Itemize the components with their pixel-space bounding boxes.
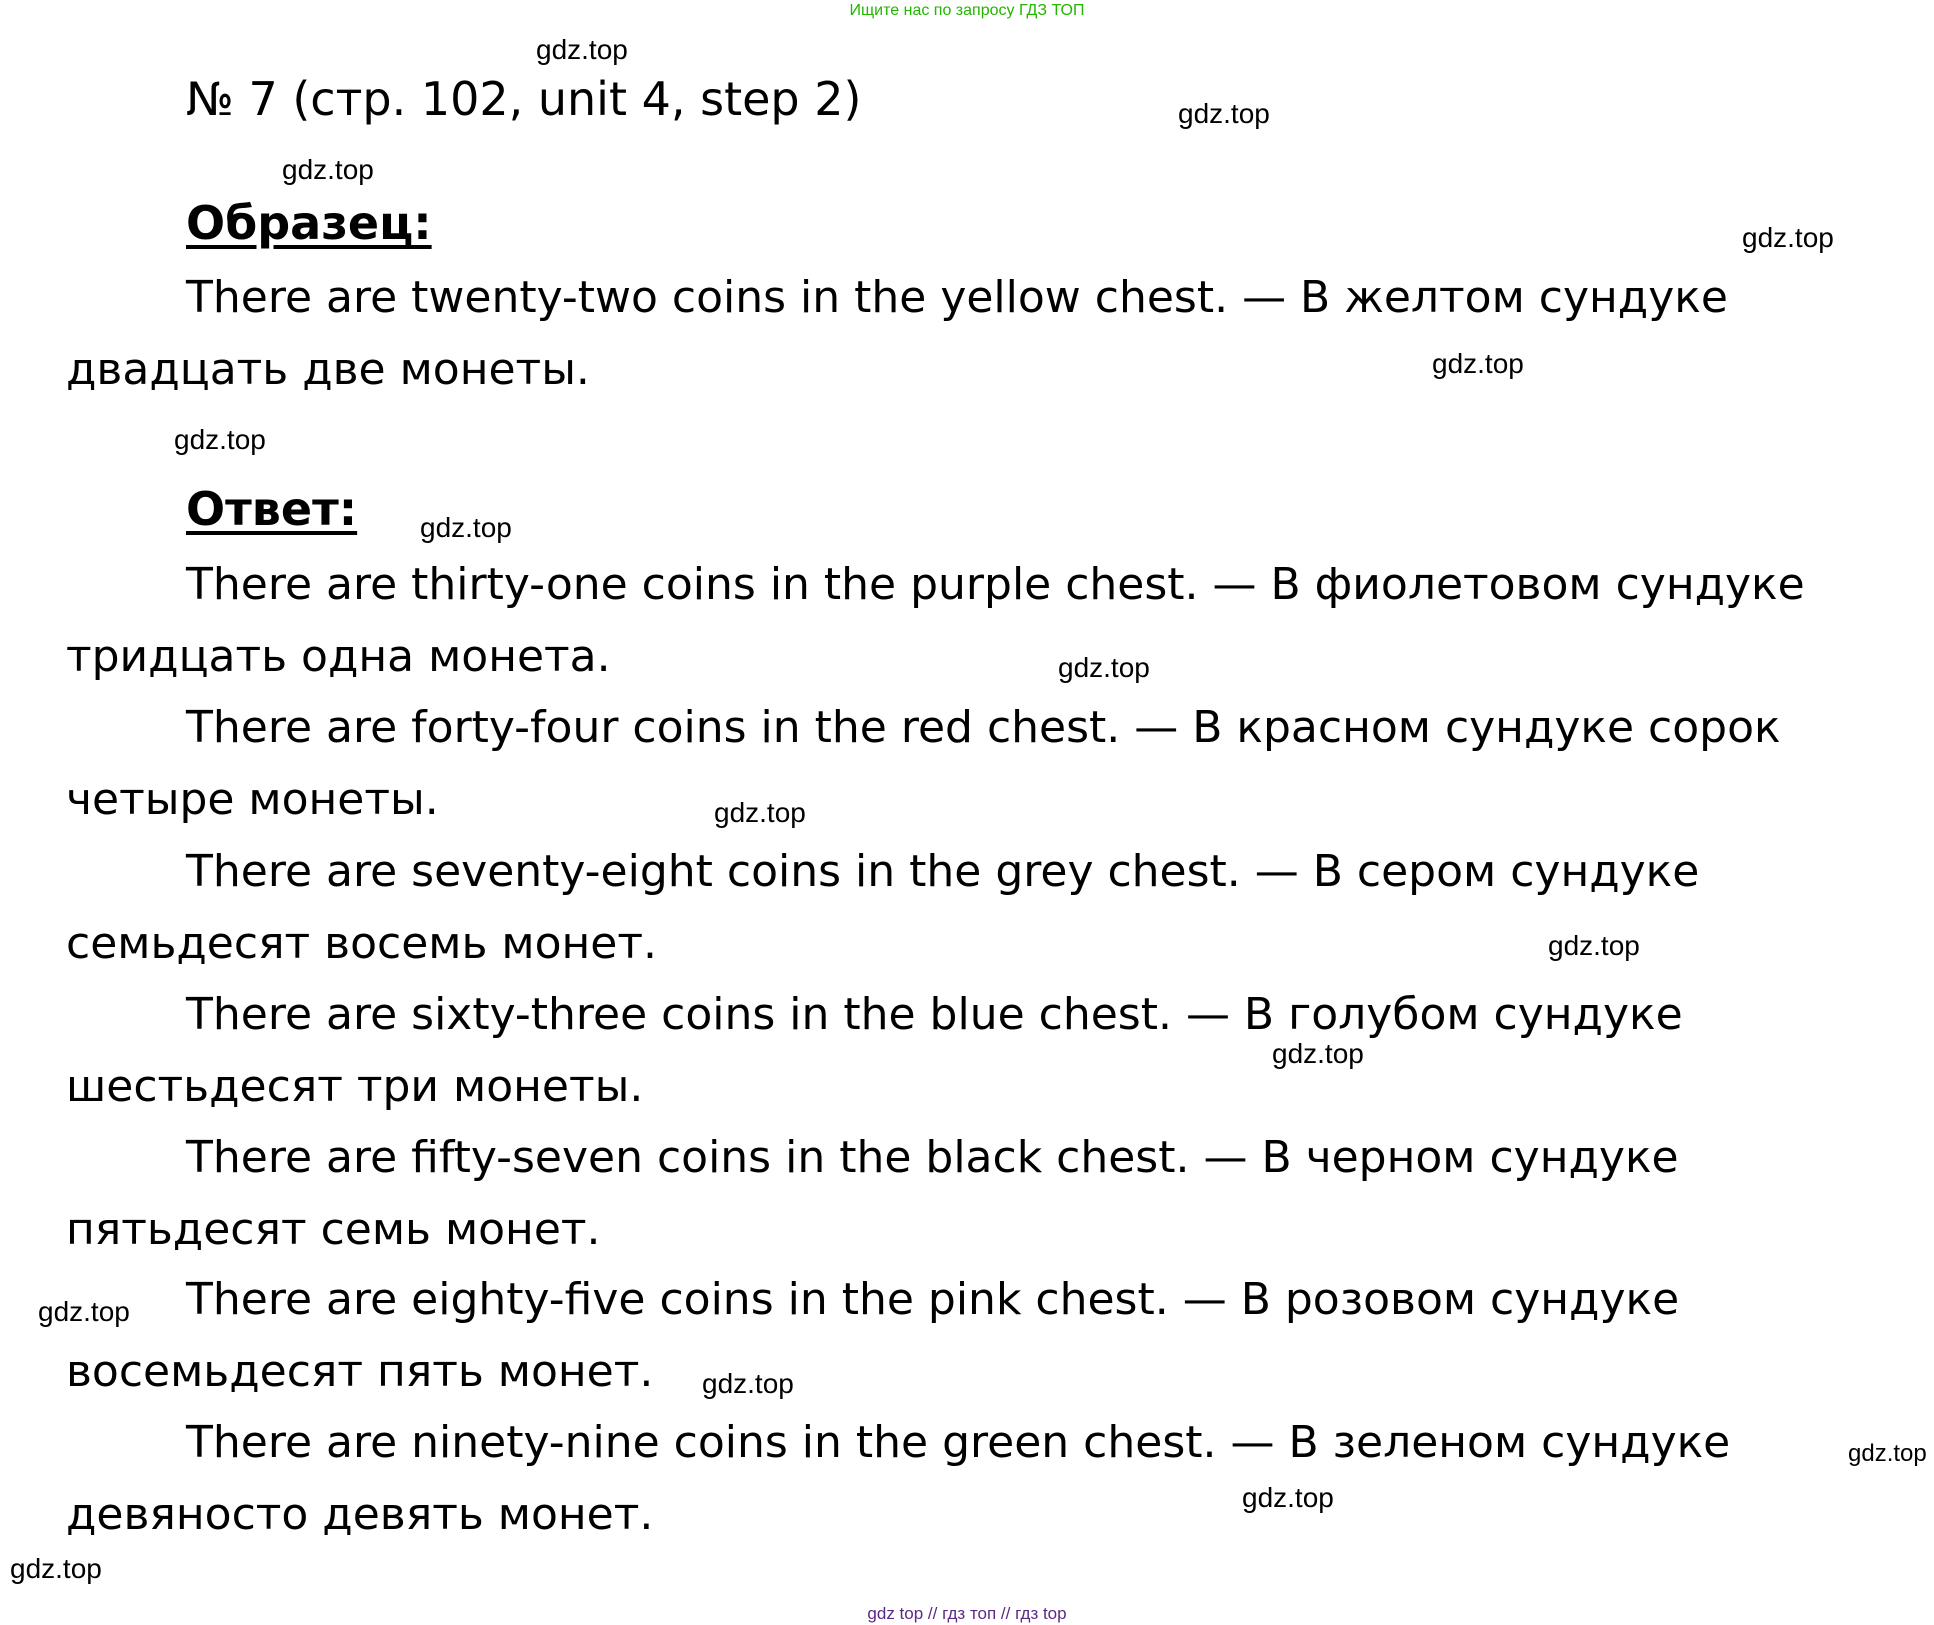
answer-label: Ответ: <box>186 482 358 536</box>
answer-item-6: There are eighty-five coins in the pink chest. — В розовом сундуке восемьдесят пять монет. <box>66 1274 1680 1397</box>
sample-label: Образец: <box>186 196 432 250</box>
watermark: gdz.top <box>1058 652 1150 683</box>
top-banner: Ищите нас по запросу ГДЗ ТОП <box>849 2 1085 19</box>
watermark: gdz.top <box>714 797 806 828</box>
watermark: gdz.top <box>10 1553 102 1584</box>
sample-text: There are twenty-two coins in the yellow chest. — В желтом сундуке двадцать две монеты. <box>66 272 1728 395</box>
watermark: gdz.top <box>282 154 374 185</box>
watermark: gdz.top <box>702 1368 794 1399</box>
answer-item-7: There are ninety-nine coins in the green chest. — В зеленом сундуке девяносто девять монет. <box>66 1417 1731 1540</box>
watermark: gdz.top <box>1272 1038 1364 1069</box>
answer-item-4: There are sixty-three coins in the blue chest. — В голубом сундуке шестьдесят три монеты. <box>66 989 1683 1112</box>
watermark: gdz.top <box>536 34 628 65</box>
watermark: gdz.top <box>1848 1440 1927 1467</box>
answer-item-3: There are seventy-eight coins in the grey chest. — В сером сундуке семьдесят восемь монет. <box>66 846 1700 969</box>
answer-item-2: There are forty-four coins in the red chest. — В красном сундуке сорок четыре монеты. <box>66 702 1781 825</box>
watermark: gdz.top <box>1548 930 1640 961</box>
footer: gdz top // гдз топ // гдз top <box>867 1604 1067 1623</box>
watermark: gdz.top <box>1242 1482 1334 1513</box>
answer-item-5: There are fifty-seven coins in the black chest. — В черном сундуке пятьдесят семь монет. <box>66 1132 1679 1255</box>
watermark: gdz.top <box>38 1296 130 1327</box>
watermark: gdz.top <box>1178 98 1270 129</box>
answer-item-1: There are thirty-one coins in the purple chest. — В фиолетовом сундуке тридцать одна монета. <box>66 559 1805 682</box>
watermark: gdz.top <box>174 424 266 455</box>
watermark: gdz.top <box>1432 348 1524 379</box>
task-title: № 7 (стр. 102, unit 4, step 2) <box>186 72 862 126</box>
watermark: gdz.top <box>1742 222 1834 253</box>
watermark: gdz.top <box>420 512 512 543</box>
